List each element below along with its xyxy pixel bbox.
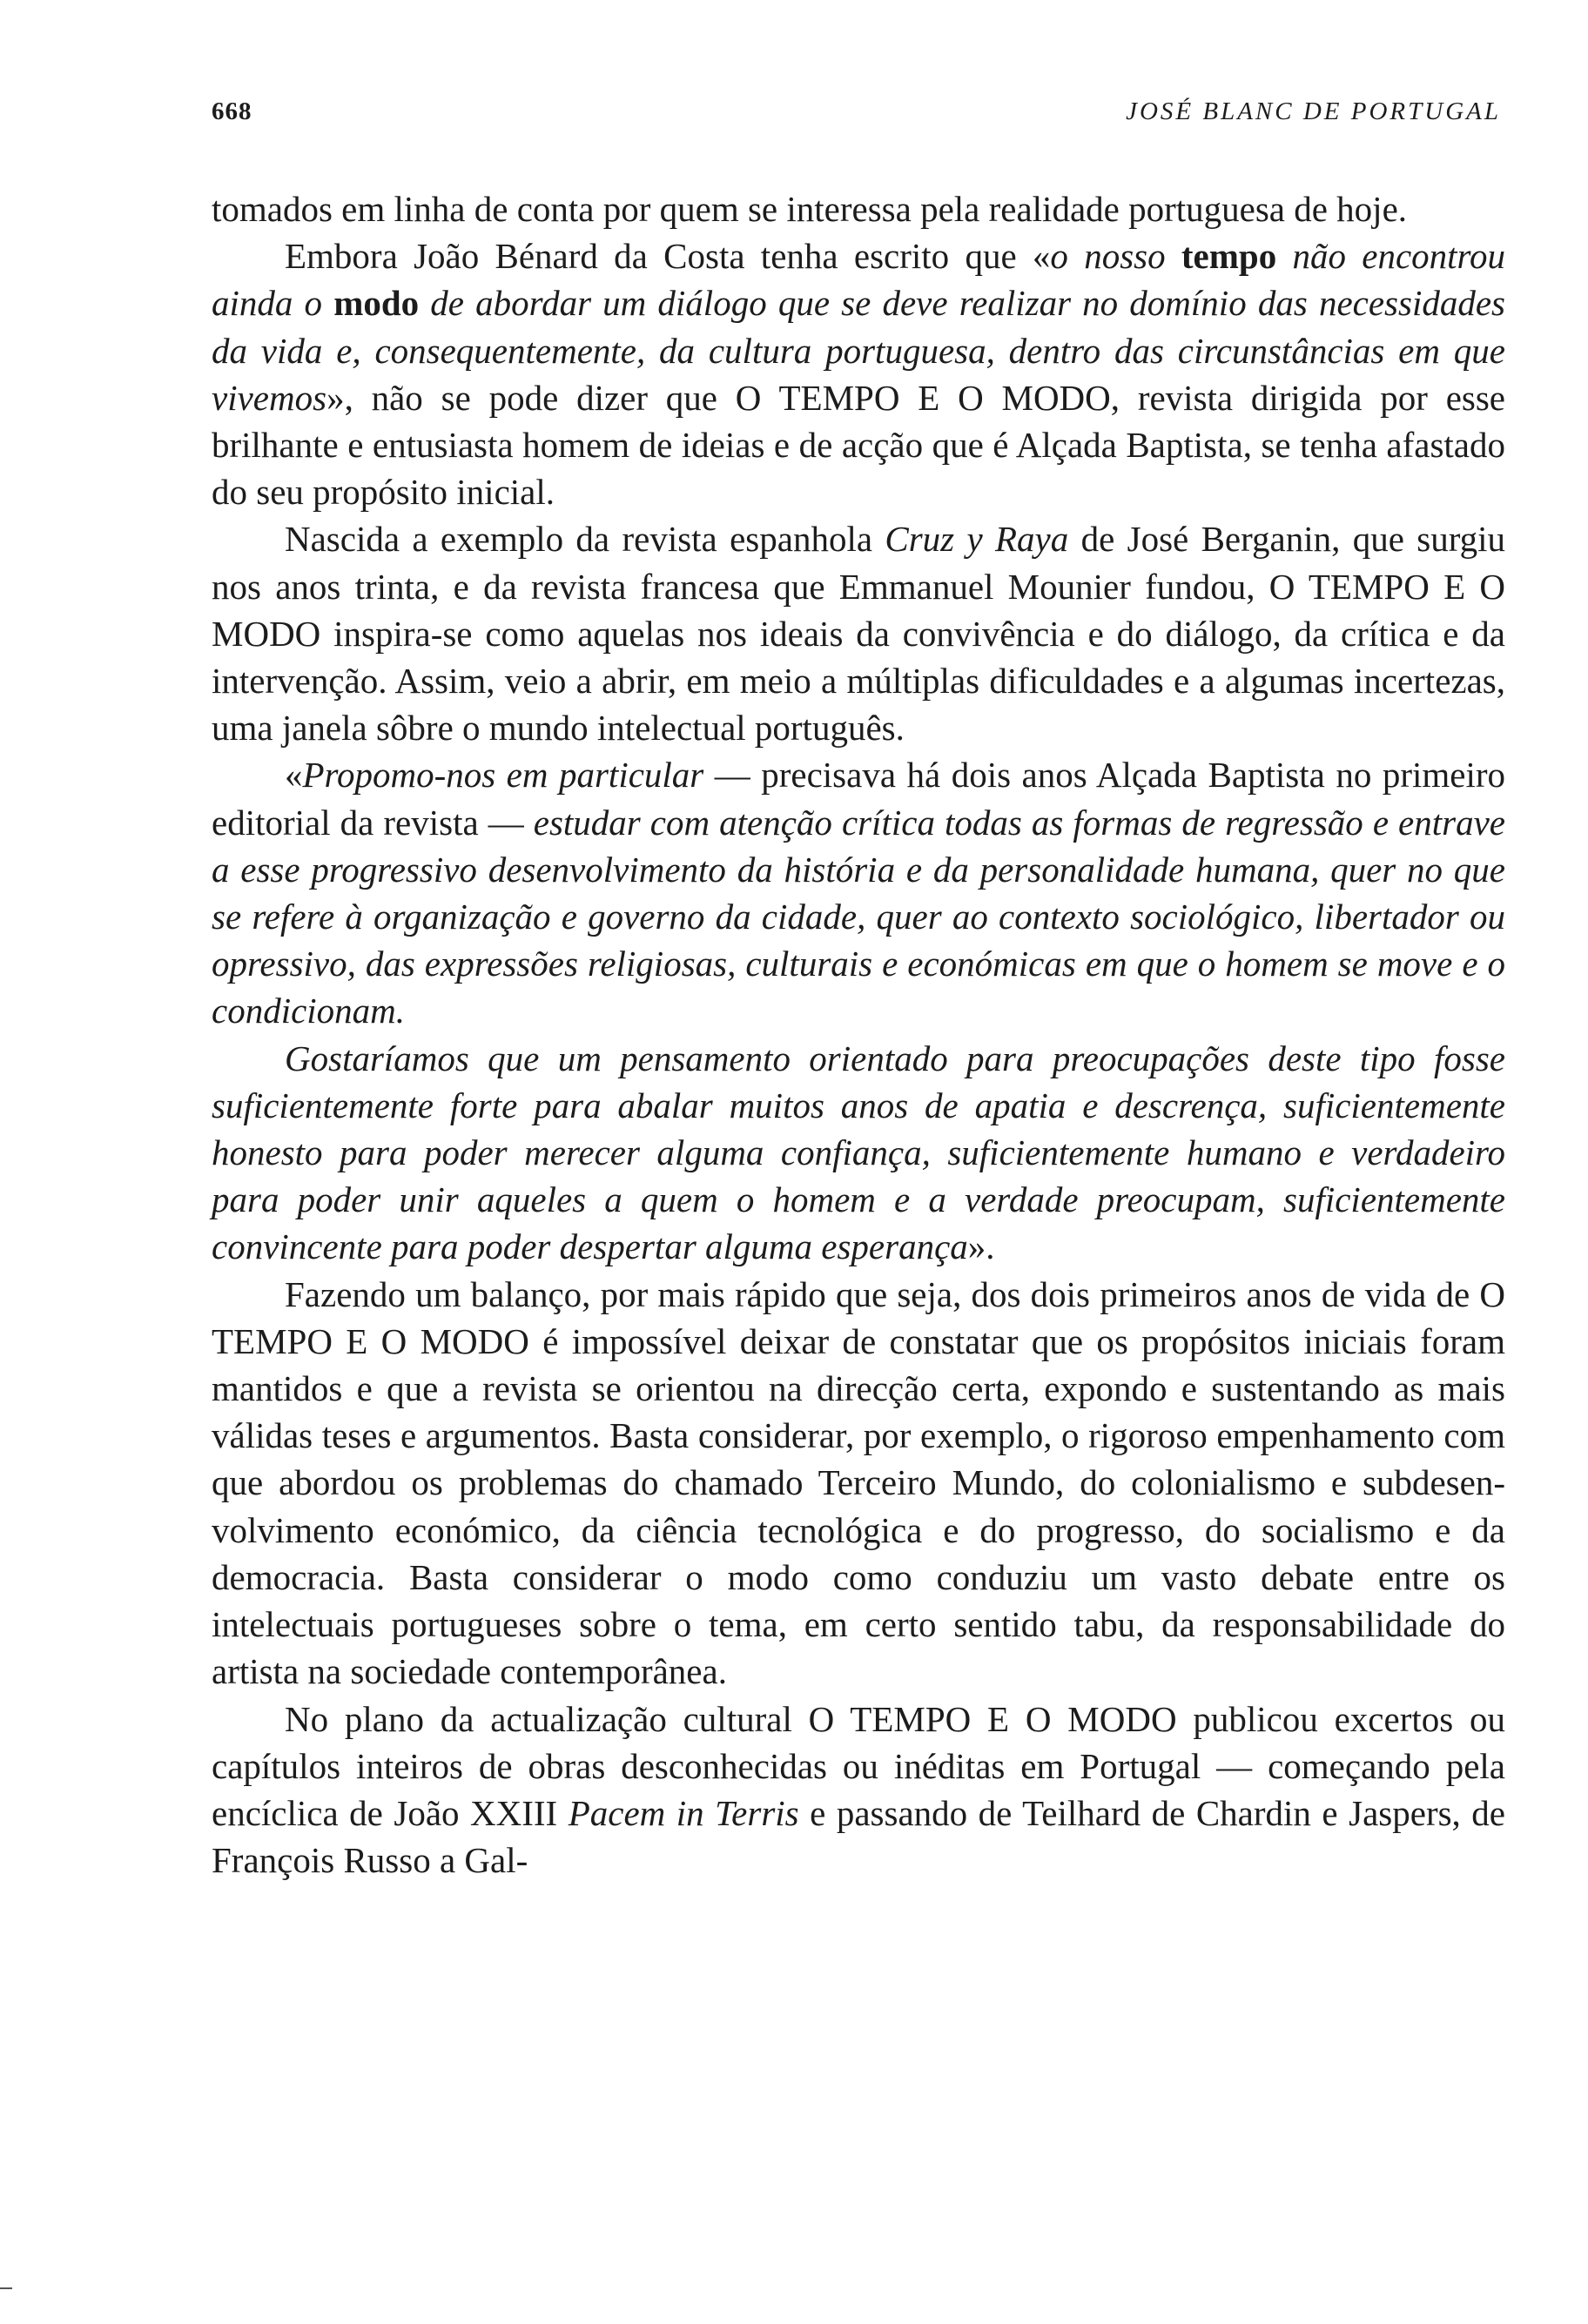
text-run: — precisava há dois anos Alçada Baptista no primeiro editorial da revista — xyxy=(212,755,1505,843)
italic-text-run: o nosso xyxy=(1050,236,1181,277)
italic-text-run: de abordar um diálogo que se deve realizar no domínio das necessidades da vida e, consequentemente, da cultura portuguesa, dentro das circunstâncias em que vivemos xyxy=(212,283,1505,418)
italic-text-run: não encontrou ainda o xyxy=(212,236,1505,324)
margin-mark xyxy=(0,2287,12,2289)
bold-text-run: modo xyxy=(333,283,420,324)
text-run: Embora João Bénard da Costa tenha escrito que « xyxy=(285,236,1051,277)
article-body xyxy=(212,185,1505,1884)
italic-text-run: Cruz y Raya xyxy=(885,519,1069,560)
paragraph xyxy=(212,1035,1505,1271)
italic-text-run: Propomo-nos em particular xyxy=(302,755,704,796)
page-header xyxy=(212,97,1501,132)
text-run: de José Berganin, que surgiu nos anos trinta, e da revista francesa que Emmanuel Mounier fundou, O TEMPO E O MODO inspira-se como aquelas nos ideais da convivência e do diálogo, da crítica e da intervenção. Assim, veio a abrir, em meio a múltiplas dificuldades e a algumas incertezas, uma janela sôbre o mundo intelectual português. xyxy=(212,519,1505,749)
running-head: JOSÉ BLANC DE PORTUGAL xyxy=(1126,97,1501,125)
paragraph xyxy=(212,751,1505,1034)
text-run: tomados em linha de conta por quem se interessa pela realidade portuguesa de hoje. xyxy=(212,189,1408,229)
bold-text-run: tempo xyxy=(1181,236,1277,277)
italic-text-run: estudar com atenção crítica todas as formas de regressão e entrave a esse progressivo desenvolvimento da história e da personalidade humana, quer no que se refere à organização e governo da cidade, quer ao contexto sociológico, libertador ou opressivo, das expressões religiosas, culturais e económicas em que o homem se move e o condicionam. xyxy=(212,802,1505,1031)
paragraph xyxy=(212,1271,1505,1696)
text-run: Nascida a exemplo da revista espanhola xyxy=(285,519,885,560)
text-run: », não se pode dizer que O TEMPO E O MODO, revista dirigida por esse brilhante e entusiasta homem de ideias e de acção que é Alçada Baptista, se tenha afastado do seu propósito inicial. xyxy=(212,377,1505,513)
italic-text-run: Pacem in Terris xyxy=(568,1792,799,1833)
paragraph xyxy=(212,515,1505,751)
text-run: No plano da actualização cultural O TEMPO E O MODO publicou excertos ou capítulos inteiros de obras desconhecidas ou inéditas em Portugal — começando pela encíclica de João XXIII xyxy=(212,1698,1505,1833)
text-run: ». xyxy=(967,1226,995,1267)
text-run: e passando de Teilhard de Chardin e Jaspers, de François Russo a Gal- xyxy=(212,1792,1505,1881)
text-run: Fazendo um balanço, por mais rápido que seja, dos dois primeiros anos de vida de O TEMPO E O MODO é impossível deixar de constatar que os propósitos iniciais foram mantidos e que a revista se orientou na direcção certa, expondo e sustentando as mais válidas teses e argumentos. Basta considerar, por exemplo, o rigoroso empenhamento com que abordou os problemas do chamado Terceiro Mundo, do colonialismo e subdesenvolvimento económico, da ciência tecnológica e do progresso, do socialismo e da democracia. Basta considerar o modo como conduziu um vasto debate entre os intelectuais portugueses sobre o tema, em certo sentido tabu, da responsabilidade do artista na sociedade contemporânea. xyxy=(212,1273,1505,1692)
paragraph xyxy=(212,232,1505,515)
paragraph xyxy=(212,1696,1505,1884)
paragraph xyxy=(212,185,1505,232)
italic-text-run: Gostaríamos que um pensamento orientado para preocupações deste tipo fosse suficientemente forte para abalar muitos anos de apatia e descrença, suficientemente honesto para poder merecer alguma confiança, suficientemente humano e verdadeiro para poder unir aqueles a quem o homem e a verdade preocupam, suficientemente convincente para poder despertar alguma esperança xyxy=(212,1038,1505,1267)
page-number: 668 xyxy=(212,97,252,125)
text-run: « xyxy=(285,755,303,796)
